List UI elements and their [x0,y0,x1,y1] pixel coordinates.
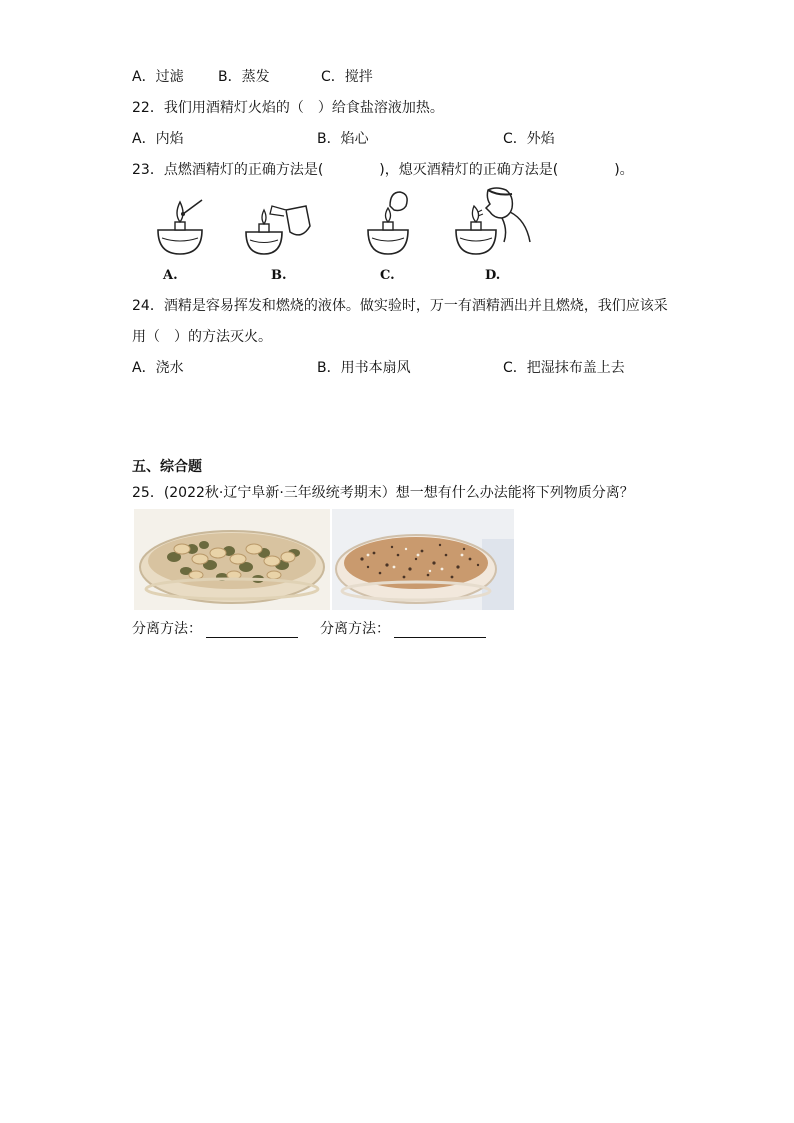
answer-blank-1[interactable] [206,623,298,638]
q23-label-b: B. [271,268,287,283]
q24-stem-line1: 24．酒精是容易挥发和燃烧的液体。做实验时，万一有酒精洒出并且燃烧，我们应该采 [132,298,668,314]
sand-mixture-dish-photo [332,509,514,610]
alcohol-lamp-match-figure [150,188,210,260]
q24-stem-line2: 用（ ）的方法灭火。 [132,329,272,345]
alcohol-lamp-cap-figure [364,188,414,260]
q24-option-c: C．把湿抹布盖上去 [503,360,625,376]
q23-label-a: A. [163,268,178,283]
separation-method-1 [132,620,298,638]
q22-option-c: C．外焰 [503,131,555,147]
q21-option-c: C．搅拌 [321,69,373,85]
q22-option-a: A．内焰 [132,131,184,147]
q21-option-b: B．蒸发 [218,69,270,85]
separation-method-2 [320,620,486,638]
q22-stem: 22．我们用酒精灯火焰的（ ）给食盐溶液加热。 [132,100,444,116]
section-title: 五、综合题 [132,459,202,475]
q21-option-a: A．过滤 [132,69,184,85]
q22-option-b: B．焰心 [317,131,369,147]
mixed-beans-dish-photo [134,509,330,610]
q23-stem: 23．点燃酒精灯的正确方法是( )，熄灭酒精灯的正确方法是( )。 [132,162,634,178]
blowing-lamp-figure [452,186,534,260]
alcohol-lamp-tilted-figure [242,196,312,260]
q24-option-b: B．用书本扇风 [317,360,411,376]
q25-stem: 25．(2022秋·辽宁阜新·三年级统考期末）想一想有什么办法能将下列物质分离？ [132,485,634,501]
separation-method-label-1: 分离方法： [132,621,202,637]
answer-blank-2[interactable] [394,623,486,638]
q23-label-d: D. [485,268,501,283]
q23-label-c: C. [380,268,395,283]
q24-option-a: A．浇水 [132,360,184,376]
separation-method-label-2: 分离方法： [320,621,390,637]
